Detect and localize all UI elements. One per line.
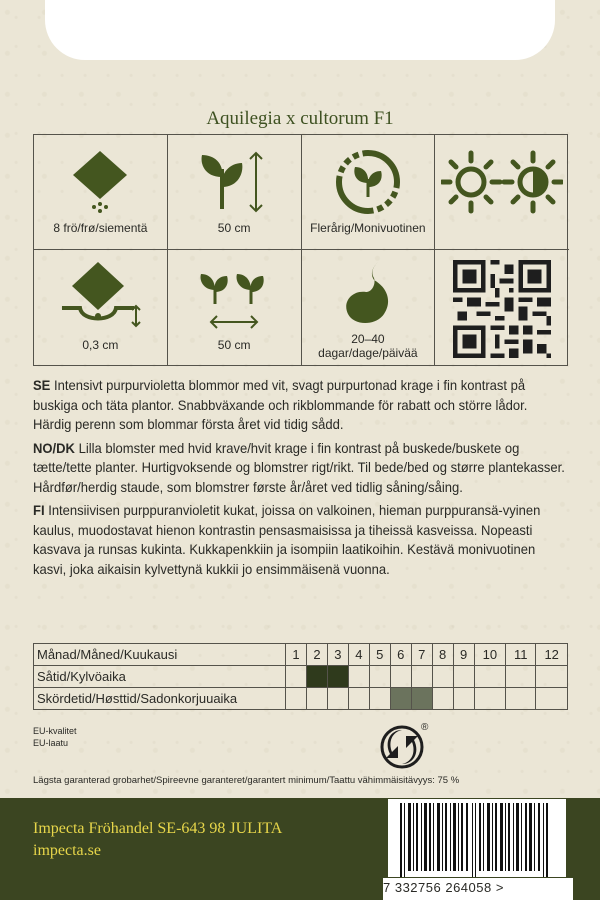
harvest-cell xyxy=(432,688,453,710)
harvest-cell xyxy=(390,688,411,710)
sow-cell xyxy=(536,666,568,688)
perennial-label: Flerårig/Monivuotinen xyxy=(310,221,426,235)
barcode xyxy=(388,799,566,877)
month-4: 4 xyxy=(348,644,369,666)
sowing-calendar xyxy=(33,643,568,710)
month-11: 11 xyxy=(506,644,536,666)
calendar-harvest-row xyxy=(34,688,568,710)
germination-icon xyxy=(338,258,398,328)
harvest-cell xyxy=(369,688,390,710)
harvest-cell xyxy=(348,688,369,710)
sow-cell xyxy=(306,666,327,688)
hang-tab-cutout xyxy=(45,0,555,60)
sow-cell xyxy=(390,666,411,688)
month-8: 8 xyxy=(432,644,453,666)
lang-code-nodk: NO/DK xyxy=(33,439,75,456)
barcode-bars-icon xyxy=(388,799,566,877)
month-9: 9 xyxy=(453,644,474,666)
perennial-cell xyxy=(302,135,436,250)
sow-cell xyxy=(348,666,369,688)
harvest-label: Skördetid/Høsttid/Sadonkorjuuaika xyxy=(34,688,286,710)
month-7: 7 xyxy=(411,644,432,666)
seed-count-cell xyxy=(34,135,168,250)
germination-label xyxy=(302,332,435,360)
qr-code-icon[interactable] xyxy=(453,260,551,358)
month-1: 1 xyxy=(286,644,307,666)
text-se: Intensivt purpurvioletta blommor med vit, svagt purpurtonad krage i fin kontrast på buskiga och täta plantor. Snabbväxande och rikblommande för rabatt och större lådor. Härdig perenn som blommar första året vid tidig sådd. xyxy=(33,377,528,432)
lang-code-fi: FI xyxy=(33,502,45,518)
plant-spacing-icon xyxy=(197,264,271,334)
month-3: 3 xyxy=(327,644,348,666)
month-2: 2 xyxy=(306,644,327,666)
lang-code-se: SE xyxy=(33,377,51,393)
description-block xyxy=(33,376,568,583)
calendar-header-row xyxy=(34,644,568,666)
sow-cell xyxy=(327,666,348,688)
plant-height-cell xyxy=(168,135,302,250)
calendar-sow-row xyxy=(34,666,568,688)
plant-height-label: 50 cm xyxy=(217,221,251,235)
plant-spacing-label: 50 cm xyxy=(217,338,251,352)
product-title: Aquilegia x cultorum F1 xyxy=(206,108,394,129)
seed-count-icon xyxy=(65,149,135,219)
info-icon-grid xyxy=(33,134,568,366)
quality-label-1: EU-kvalitet xyxy=(33,726,77,736)
seed-count-label: 8 frö/frø/siementä xyxy=(53,221,148,235)
month-10: 10 xyxy=(474,644,506,666)
sow-cell xyxy=(506,666,536,688)
month-6: 6 xyxy=(390,644,411,666)
harvest-cell xyxy=(453,688,474,710)
description-fi xyxy=(33,501,568,579)
harvest-cell xyxy=(286,688,307,710)
sow-label: Såtid/Kylvöaika xyxy=(34,666,286,688)
barcode-number: 7 332756 264058 > xyxy=(383,878,573,900)
month-5: 5 xyxy=(369,644,390,666)
plant-spacing-cell xyxy=(168,250,302,366)
harvest-cell xyxy=(474,688,506,710)
germination-days: 20–40 xyxy=(351,332,385,346)
sowing-depth-label: 0,3 cm xyxy=(82,338,119,352)
description-se xyxy=(33,376,568,435)
sun-cell xyxy=(435,135,569,250)
sowing-depth-cell xyxy=(34,250,168,366)
harvest-cell xyxy=(536,688,568,710)
sow-cell xyxy=(369,666,390,688)
harvest-cell xyxy=(411,688,432,710)
quality-label-2: EU-laatu xyxy=(33,738,69,748)
sow-cell xyxy=(432,666,453,688)
sow-cell xyxy=(474,666,506,688)
sow-cell xyxy=(286,666,307,688)
text-nodk: Lilla blomster med hvid krave/hvit krage i fin kontrast på buskede/buskete og tætte/tette planter. Hurtigvoksende og blomstrer rigt/rikt. Til bede/bed og større plantekasser. Hårdfør/herdig staude, som blomstrer første år/året ved tidlig såning/såing. xyxy=(33,439,565,495)
germination-unit: dagar/dage/päivää xyxy=(318,346,418,360)
registered-mark: ® xyxy=(421,722,429,733)
qr-cell xyxy=(435,250,569,366)
harvest-cell xyxy=(327,688,348,710)
perennial-icon xyxy=(333,147,403,217)
month-label: Månad/Måned/Kuukausi xyxy=(34,644,286,666)
germination-cell xyxy=(302,250,436,366)
company-address: Impecta Fröhandel SE-643 98 JULITA xyxy=(33,820,283,837)
company-website[interactable]: impecta.se xyxy=(33,842,101,859)
sow-cell xyxy=(453,666,474,688)
plant-height-icon xyxy=(194,147,274,217)
month-12: 12 xyxy=(536,644,568,666)
harvest-cell xyxy=(506,688,536,710)
harvest-cell xyxy=(306,688,327,710)
sun-partial-shade-icon xyxy=(441,147,563,217)
text-fi: Intensiivisen purppuranvioletit kukat, joissa on valkoinen, hieman purppuransä-vyinen kaulus, muodostavat hienon kontrastin pensasmaisissa ja tiheissä kasveissa. Nopeasti kasvava ja runsas kukinta. Kukkapenkkiin ja isompiin laatikoihin. Kestävä monivuotinen kasvi, joka aikaisin kylvettynä kukkii jo ensimmäisenä vuonna. xyxy=(33,502,541,577)
description-nodk xyxy=(33,439,568,498)
sowing-depth-icon xyxy=(58,260,142,334)
germination-guarantee: Lägsta garanterad grobarhet/Spireevne garanteret/garantert minimum/Taattu vähimmäisitävyys: 75 % xyxy=(33,775,460,786)
sow-cell xyxy=(411,666,432,688)
